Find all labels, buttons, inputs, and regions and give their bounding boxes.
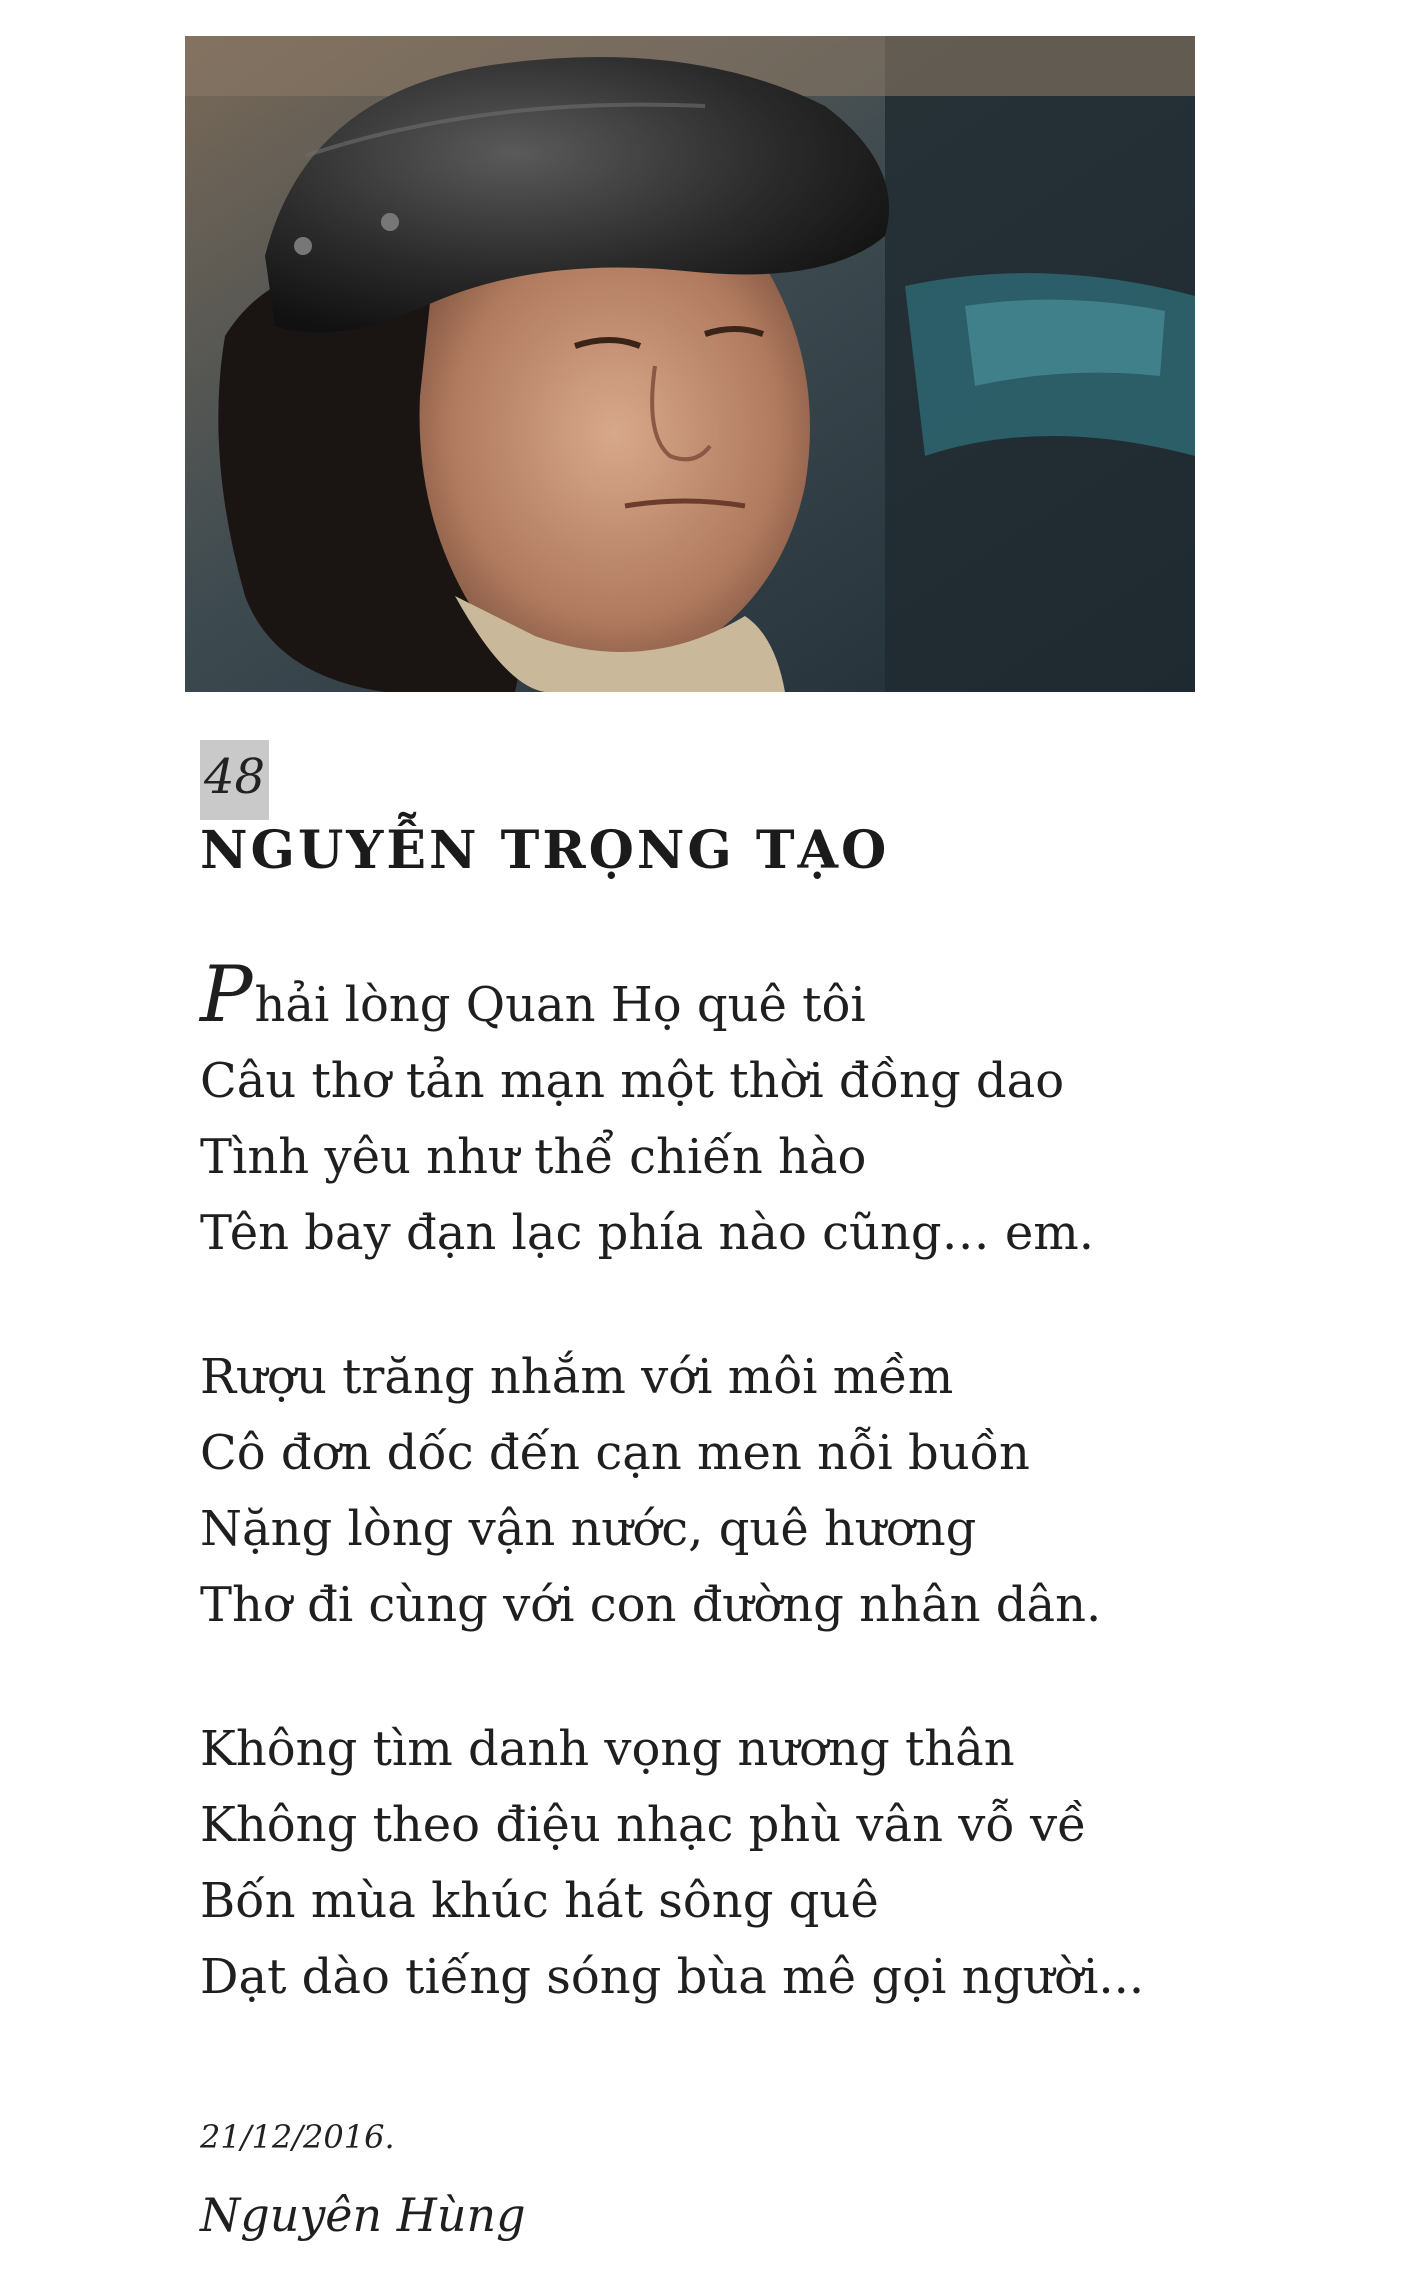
drop-cap: P (200, 950, 253, 1040)
poem-date: 21/12/2016. (200, 2118, 395, 2156)
poem-author: Nguyên Hùng (200, 2188, 526, 2242)
poem-line: Không theo điệu nhạc phù vân vỗ về (200, 1797, 1087, 1853)
poem-line: Thơ đi cùng với con đường nhân dân. (200, 1577, 1102, 1633)
poem-line: Không tìm danh vọng nương thân (200, 1721, 1015, 1777)
stanza-1 (200, 950, 1200, 1271)
poem-line: Nặng lòng vận nước, quê hương (200, 1501, 977, 1557)
poem-line: Câu thơ tản mạn một thời đồng dao (200, 1053, 1065, 1109)
poem-line: Cô đơn dốc đến cạn men nỗi buồn (200, 1425, 1030, 1481)
first-line-text: hải lòng Quan Họ quê tôi (254, 977, 866, 1033)
page-number: 48 (200, 740, 269, 820)
portrait-illustration (185, 36, 1195, 692)
poet-name-heading: NGUYỄN TRỌNG TẠO (200, 820, 890, 881)
poet-portrait-photo (185, 36, 1195, 692)
poem-line: Tên bay đạn lạc phía nào cũng… em. (200, 1205, 1095, 1261)
poem (200, 950, 1200, 2083)
poem-line: Rượu trăng nhắm với môi mềm (200, 1349, 954, 1405)
poem-line: Bốn mùa khúc hát sông quê (200, 1873, 879, 1929)
poem-line (200, 950, 1200, 1043)
stanza-2 (200, 1339, 1200, 1643)
stanza-3 (200, 1711, 1200, 2015)
poem-line: Tình yêu như thể chiến hào (200, 1129, 867, 1185)
poem-line: Dạt dào tiếng sóng bùa mê gọi người... (200, 1949, 1145, 2005)
